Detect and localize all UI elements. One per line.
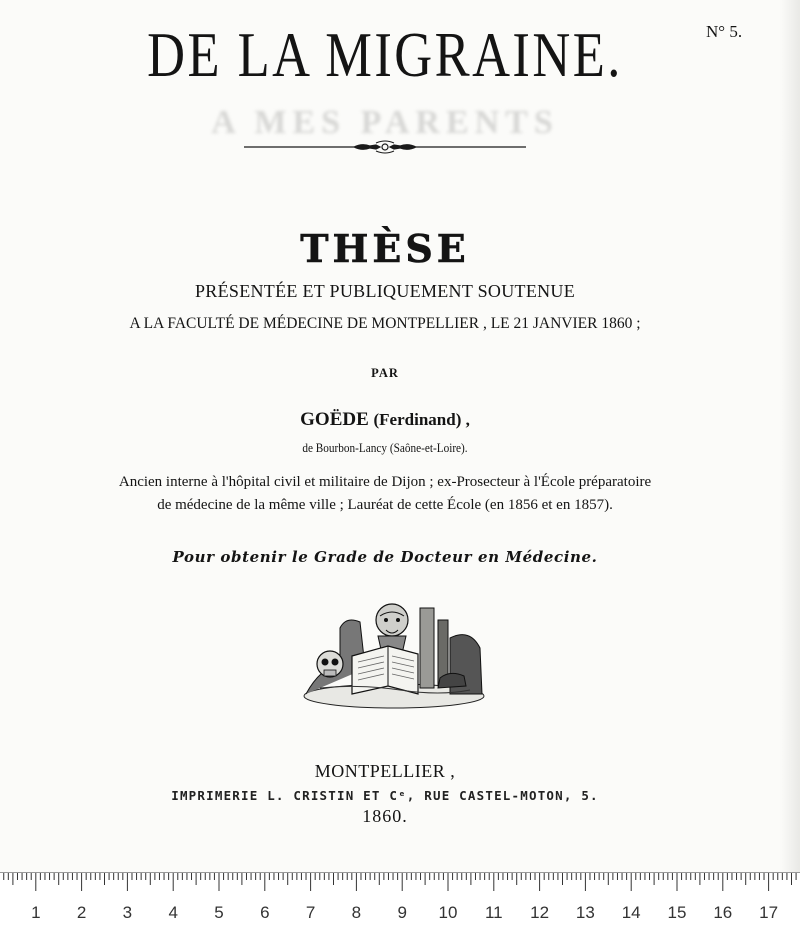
ruler-number: 10 [438, 903, 458, 922]
ruler-number: 16 [713, 903, 733, 922]
show-through-text: A MES PARENTS [211, 104, 559, 141]
ruler-number: 1 [31, 903, 41, 922]
credentials-line-2: de médecine de la même ville ; Lauréat de cette École (en 1856 et en 1857). [157, 497, 613, 513]
these-heading: THÈSE [300, 226, 470, 271]
ruler-number: 14 [621, 903, 641, 922]
ruler-number: 5 [214, 903, 224, 922]
printer-line: IMPRIMERIE L. CRISTIN ET Cᵉ, RUE CASTEL-MOTON, 5. [171, 788, 599, 803]
ruler-number: 8 [351, 903, 362, 922]
ruler-number: 7 [305, 903, 316, 922]
purpose-line: Pour obtenir le Grade de Docteur en Médecine. [172, 548, 598, 566]
ornamental-rule [244, 140, 526, 154]
ruler-number: 9 [397, 903, 407, 922]
presented-line: PRÉSENTÉE ET PUBLIQUEMENT SOUTENUE [194, 281, 576, 301]
author-name [0, 409, 770, 431]
by-line: PAR [371, 366, 399, 380]
ruler-number: 11 [484, 903, 503, 922]
author-surname: GOËDE [300, 409, 369, 430]
document-title: DE LA MIGRAINE. [147, 19, 623, 90]
ruler-number: 12 [530, 903, 550, 922]
credentials-line-1: Ancien interne à l'hôpital civil et militaire de Dijon ; ex-Prosecteur à l'École préparatoire [118, 474, 652, 490]
sheet-number: N° 5. [706, 22, 743, 41]
ruler-number: 13 [575, 903, 595, 922]
page-edge-shadow [780, 0, 800, 880]
ruler-number: 6 [260, 903, 270, 922]
ruler-number: 4 [168, 903, 178, 922]
publication-city: MONTPELLIER , [314, 761, 456, 781]
author-given-name: (Ferdinand) , [373, 410, 470, 429]
ruler-number: 2 [76, 903, 87, 922]
publication-year: 1860. [362, 806, 408, 826]
measuring-ruler [0, 872, 800, 949]
ruler-number: 15 [667, 903, 687, 922]
ruler-number: 17 [759, 903, 779, 922]
faculty-line: A LA FACULTÉ DE MÉDECINE DE MONTPELLIER , LE 21 JANVIER 1860 ; [129, 315, 641, 332]
ruler-ticks [0, 873, 800, 903]
still-life-engraving [300, 598, 488, 710]
author-origin: de Bourbon-Lancy (Saône-et-Loire). [302, 441, 468, 455]
ruler-number: 3 [122, 903, 133, 922]
